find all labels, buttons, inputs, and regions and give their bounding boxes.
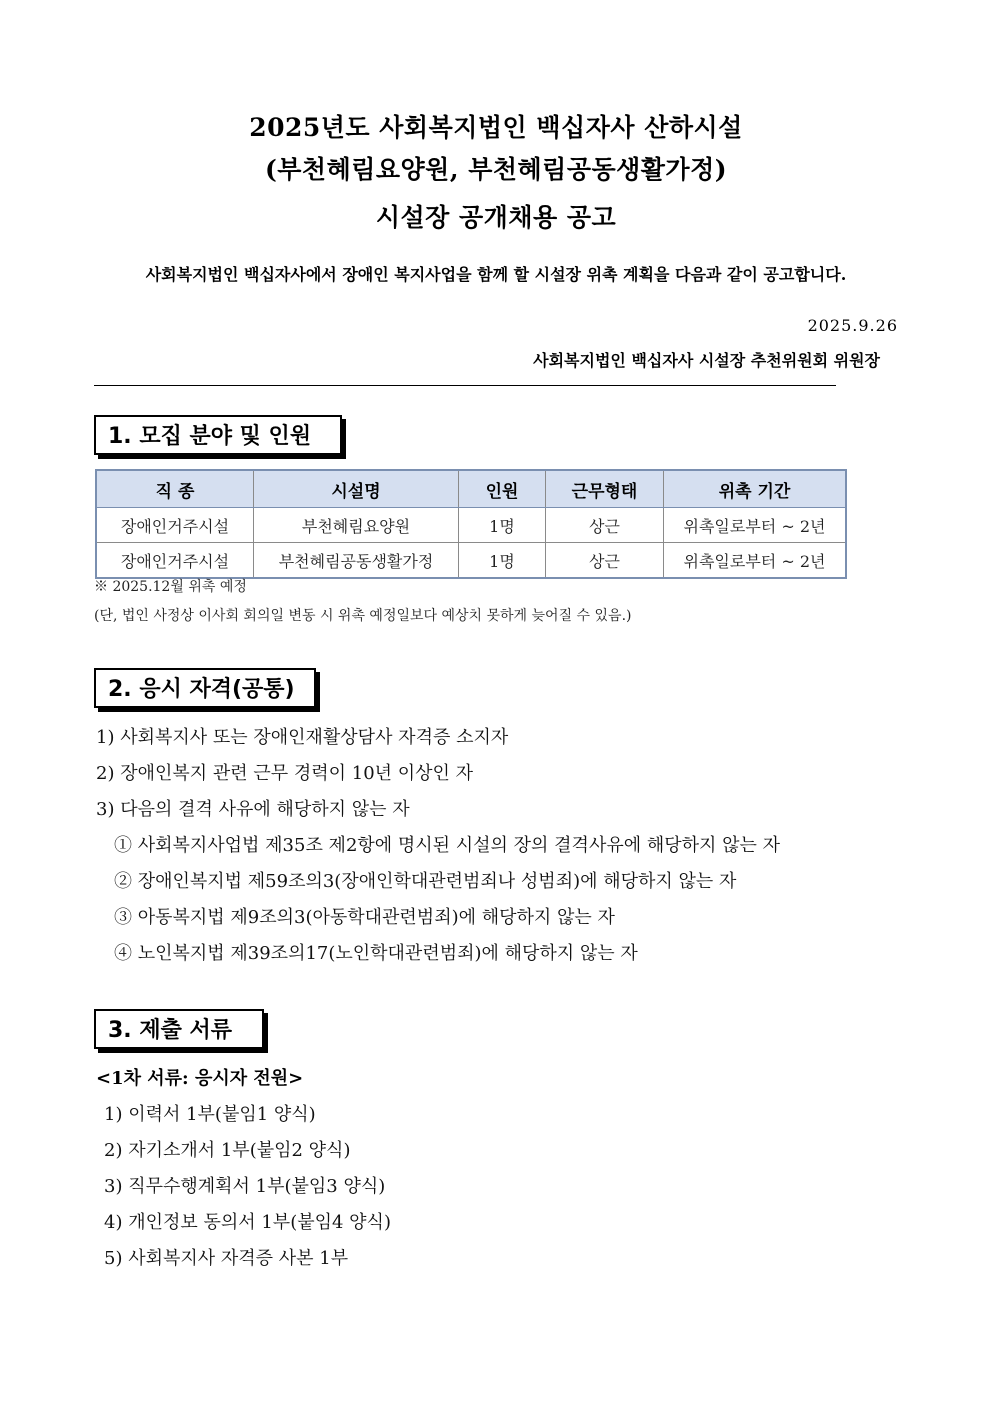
qualification-item: 1) 사회복지사 또는 장애인재활상담사 자격증 소지자 xyxy=(96,727,509,748)
column-header: 직 종 xyxy=(96,470,254,508)
title-line-1: 2025년도 사회복지법인 백십자사 산하시설 xyxy=(249,113,743,142)
table-cell: 상근 xyxy=(546,543,664,579)
column-header: 위촉 기간 xyxy=(664,470,847,508)
table-cell: 1명 xyxy=(459,508,546,543)
table-cell: 상근 xyxy=(546,508,664,543)
column-header: 근무형태 xyxy=(546,470,664,508)
qualification-item: 2) 장애인복지 관련 근무 경력이 10년 이상인 자 xyxy=(96,763,474,784)
section-2-heading: 2. 응시 자격(공통) xyxy=(94,668,316,708)
section-1-heading: 1. 모집 분야 및 인원 xyxy=(94,415,342,455)
intro-text: 사회복지법인 백십자사에서 장애인 복지사업을 함께 할 시설장 위촉 계획을 다음과 같이 공고합니다. xyxy=(145,265,847,284)
table-header-row xyxy=(96,470,846,508)
documents-subheading: <1차 서류: 응시자 전원> xyxy=(96,1068,304,1089)
recruitment-table xyxy=(95,469,847,579)
table-cell: 부천혜림공동생활가정 xyxy=(254,543,459,579)
disqualification-item: ① 사회복지사업법 제35조 제2항에 명시된 시설의 장의 결격사유에 해당하지 않는 자 xyxy=(114,835,780,856)
divider xyxy=(94,385,836,386)
document-item: 4) 개인정보 동의서 1부(붙임4 양식) xyxy=(104,1212,391,1233)
qualification-item: 3) 다음의 결격 사유에 해당하지 않는 자 xyxy=(96,799,410,820)
table-cell: 장애인거주시설 xyxy=(96,508,254,543)
table-row xyxy=(96,543,846,579)
disqualification-item: ② 장애인복지법 제59조의3(장애인학대관련범죄나 성범죄)에 해당하지 않는 자 xyxy=(114,871,737,892)
disqualification-item: ④ 노인복지법 제39조의17(노인학대관련범죄)에 해당하지 않는 자 xyxy=(114,943,638,964)
document-item: 5) 사회복지사 자격증 사본 1부 xyxy=(104,1248,349,1269)
section-3-heading: 3. 제출 서류 xyxy=(94,1009,264,1049)
title-line-3: 시설장 공개채용 공고 xyxy=(375,203,617,232)
table-row xyxy=(96,508,846,543)
table-note-2: (단, 법인 사정상 이사회 회의일 변동 시 위촉 예정일보다 예상치 못하게 늦어질 수 있음.) xyxy=(94,608,632,624)
table-cell: 1명 xyxy=(459,543,546,579)
document-item: 2) 자기소개서 1부(붙임2 양식) xyxy=(104,1140,351,1161)
table-cell: 부천혜림요양원 xyxy=(254,508,459,543)
table-cell: 장애인거주시설 xyxy=(96,543,254,579)
table-cell: 위촉일로부터 ~ 2년 xyxy=(664,543,847,579)
document-item: 1) 이력서 1부(붙임1 양식) xyxy=(104,1104,316,1125)
table-cell: 위촉일로부터 ~ 2년 xyxy=(664,508,847,543)
signer: 사회복지법인 백십자사 시설장 추천위원회 위원장 xyxy=(533,351,880,370)
announcement-date: 2025.9.26 xyxy=(807,316,898,335)
column-header: 인원 xyxy=(459,470,546,508)
title-line-2: (부천혜림요양원, 부천혜림공동생활가정) xyxy=(264,155,728,184)
column-header: 시설명 xyxy=(254,470,459,508)
table-note-1: ※ 2025.12월 위촉 예정 xyxy=(94,579,247,595)
disqualification-item: ③ 아동복지법 제9조의3(아동학대관련범죄)에 해당하지 않는 자 xyxy=(114,907,615,928)
document-item: 3) 직무수행계획서 1부(붙임3 양식) xyxy=(104,1176,386,1197)
